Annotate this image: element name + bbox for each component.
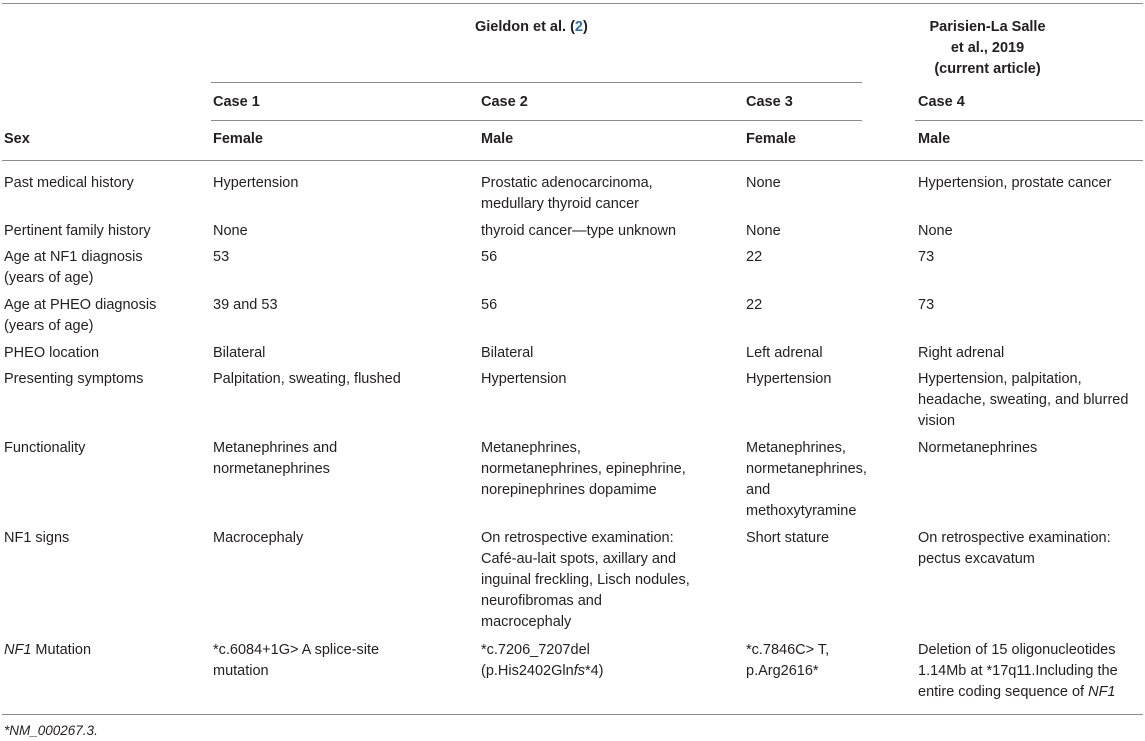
case4-header-rule [915,120,1143,121]
bottom-rule [2,714,1143,715]
cell [481,640,604,682]
cell-line: 56 [481,297,498,313]
cell [746,247,762,268]
cell [481,295,497,316]
row-label-pheo-location [4,343,99,364]
sex-case-4: Male [918,131,951,147]
cell [918,640,1118,703]
label-line: Age at PHEO diagnosis [4,297,157,313]
cell-line: Bilateral [481,345,534,361]
gieldon-header-close: ) [582,19,588,35]
cell [481,438,686,501]
cell-line: Hypertension [481,371,567,387]
cell [746,295,762,316]
current-header-line: et al., 2019 [950,40,1025,56]
gieldon-header-text: Gieldon et al. ( [475,19,575,35]
cell-line: 53 [213,249,230,265]
cell-line: norepinephrines dopamime [481,482,657,498]
cell-line [481,661,604,682]
cell-line: vision [918,413,956,429]
cell-line: 73 [918,297,935,313]
case-header-rule [211,120,862,121]
row-label-nf1-mutation [4,640,91,661]
cell-line: inguinal freckling, Lisch nodules, [481,572,690,588]
cell-line: 1.14Mb at *17q11.Including the [918,663,1118,679]
cell [918,221,953,242]
cell-fragment: (p.His2402Gln [481,663,574,679]
header-bottom-rule [2,160,1143,161]
cell [746,438,867,522]
cell-line: *c.7206_7207del [481,642,590,658]
cell [213,369,401,390]
cell-line: Metanephrines and [213,440,338,456]
cell [481,343,533,364]
cell-line: mutation [213,663,269,679]
cell [213,528,303,549]
reference-link[interactable]: 2 [574,19,583,35]
case-3-header: Case 3 [746,94,793,110]
label-line: Age at NF1 diagnosis [4,249,143,265]
case-1-header: Case 1 [213,94,260,110]
cell [746,369,831,390]
cell-line: Café-au-lait spots, axillary and [481,551,677,567]
cell [918,528,1111,570]
cell [918,295,934,316]
cell-line: pectus excavatum [918,551,1035,567]
cell [918,173,1111,194]
footnote: *NM_000267.3. [4,723,98,738]
cell-line: macrocephaly [481,614,572,630]
cell-line: On retrospective examination: [481,530,674,546]
cell [746,343,823,364]
cell [918,369,1128,432]
label-rest: Mutation [31,642,92,658]
cell-line: Prostatic adenocarcinoma, [481,175,653,191]
sex-case-2: Male [481,131,514,147]
cell [213,173,298,194]
cell-line: methoxytyramine [746,503,857,519]
label-line: Presenting symptoms [4,371,144,387]
cell-line: p.Arg2616* [746,663,819,679]
row-label-family-history [4,221,151,242]
row-label-functionality [4,438,85,459]
cell-line: thyroid cancer—type unknown [481,223,677,239]
row-label-age-pheo-diagnosis [4,295,156,337]
cell-line: Hypertension [213,175,299,191]
cell-line [918,682,1118,703]
cell [746,640,829,682]
cell-line: 22 [746,249,763,265]
cell-line: normetanephrines, epinephrine, [481,461,686,477]
cell-line: Short stature [746,530,830,546]
label-line: (years of age) [4,270,94,286]
cell [481,247,497,268]
cell-line: Hypertension [746,371,832,387]
cell [213,438,337,480]
label-line: (years of age) [4,318,94,334]
cell-line: 39 and 53 [213,297,278,313]
label-line: Past medical history [4,175,134,191]
current-header-line: (current article) [934,61,1041,77]
cell-line: Metanephrines, [746,440,846,456]
row-label-past-medical-history [4,173,134,194]
cell-line: medullary thyroid cancer [481,196,639,212]
cell-line: Hypertension, prostate cancer [918,175,1112,191]
row-label-presenting-symptoms [4,369,143,390]
label-line: PHEO location [4,345,100,361]
label-line: Pertinent family history [4,223,151,239]
cell-line: and [746,482,771,498]
sex-case-3: Female [746,131,796,147]
cell [213,295,278,316]
cell [481,221,676,242]
cell-line: normetanephrines [213,461,330,477]
sex-label: Sex [4,131,30,147]
cell-line: 73 [918,249,935,265]
cell-line: None [918,223,953,239]
cell [746,173,781,194]
cell-line: Left adrenal [746,345,823,361]
label-line: Functionality [4,440,86,456]
cell-line: Macrocephaly [213,530,304,546]
cell [213,343,265,364]
cell-fragment-italic: NF1 [1088,684,1116,700]
cell-line: On retrospective examination: [918,530,1111,546]
cell [213,221,248,242]
cell-line: normetanephrines, [746,461,867,477]
cell-line: neurofibromas and [481,593,602,609]
current-article-header [905,17,1070,80]
cell-line: *c.7846C> T, [746,642,830,658]
label-italic-gene: NF1 [4,642,32,658]
case-2-header: Case 2 [481,94,528,110]
cell-line: Bilateral [213,345,266,361]
cell [918,247,934,268]
cell [481,528,690,633]
gieldon-group-rule [211,82,862,83]
cell [213,640,379,682]
cell [918,438,1037,459]
case-4-header: Case 4 [918,94,965,110]
cell-line: None [213,223,248,239]
cell-fragment-italic: fs [573,663,585,679]
label-line: NF1 signs [4,530,70,546]
cell-line: 22 [746,297,763,313]
cell-fragment: entire coding sequence of [918,684,1089,700]
row-label-age-nf1-diagnosis [4,247,143,289]
cell-line: Palpitation, sweating, flushed [213,371,401,387]
cell-line: headache, sweating, and blurred [918,392,1129,408]
cell [481,369,566,390]
cell-line: Normetanephrines [918,440,1038,456]
cell-line: None [746,175,781,191]
cell-line: Metanephrines, [481,440,581,456]
cell-line: None [746,223,781,239]
cell [213,247,229,268]
cell [918,343,1004,364]
cell [481,173,653,215]
current-header-line: Parisien-La Salle [929,19,1046,35]
cell [746,528,829,549]
gieldon-header [475,17,588,38]
cell-line: Deletion of 15 oligonucleotides [918,642,1116,658]
cell-line: Hypertension, palpitation, [918,371,1082,387]
cell-line: Right adrenal [918,345,1005,361]
cell-line: 56 [481,249,498,265]
row-label-nf1-signs [4,528,69,549]
top-rule [2,3,1143,4]
cell-fragment: *4) [584,663,604,679]
sex-case-1: Female [213,131,263,147]
cell-line: *c.6084+1G> A splice-site [213,642,380,658]
cell [746,221,781,242]
